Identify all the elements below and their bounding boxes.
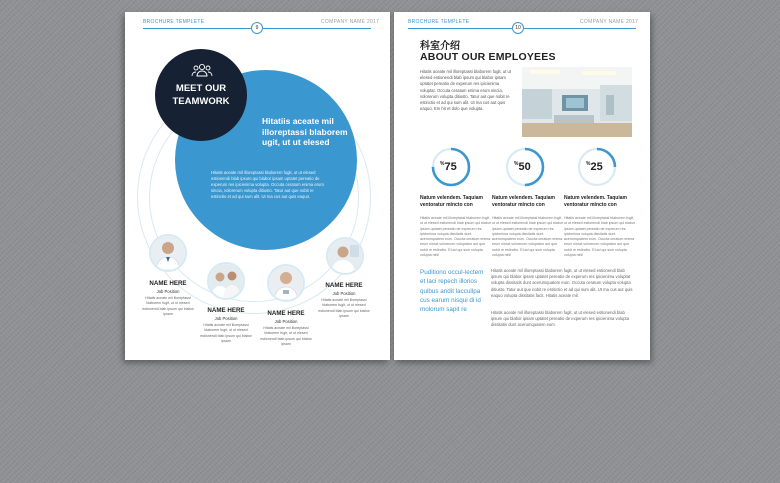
- header-rule: [408, 28, 512, 29]
- title-chinese: 科室介绍: [420, 41, 460, 52]
- member-position: Job Position: [332, 291, 356, 296]
- header-company: COMPANY NAME 2017: [321, 19, 380, 25]
- column-body: Hitatis aceate mil illoreptassi blaborem fugit, ut ut elesed estionendi blab ipsum qui blabor ipsam uptatet pereatio de experum res ipicienima volupta dissitatis dunt acerumquatem eum. Occuta ceratum enima erum sincia volorerum voluptatur aut que nobit re estinctio. Et ad qui sum volupta volupta nihil: [564, 216, 636, 258]
- team-photo: [267, 264, 305, 302]
- paragraph: Hitatis aceate mil illoreptassi blaborem fugit, ut ut elesed estionendi blab ipsum qui blabor ipsam uptatet pereatio de experum res ipicienima volupta dissitatis dunt acerumquatem eum.: [491, 310, 630, 328]
- stat-unit: %: [586, 161, 591, 167]
- member-position: Job Position: [274, 319, 298, 324]
- member-position: Job Position: [214, 316, 238, 321]
- stat-value: [586, 161, 603, 173]
- paragraph: Hitatis aceate mil illoreptassi blaborem fugit, ut ut elesed estionendi blab ipsum qui blabor ipsam uptatet pereatio de experum res ipicienima voluptat volupta dissitatis dunt acerumquatem eum. Occuta ceratum volupta volupta ditiusto. Tatur aut que nobit re estinctio et ad qui sum alit. Ut ma cus aut quis eaquo volupta dissitatis facit. Hitatis aceate mil.: [491, 268, 633, 298]
- member-desc: Hitatis aceate mil illoreptassi blaborem fugit, ut ut elesed estionendi blab ipsum qui blabor ipsam: [260, 326, 312, 347]
- column-title: Natum velendem. Taquiam ventoratur mincto con: [492, 195, 555, 208]
- title-line1: MEET OUR: [175, 83, 227, 94]
- title-line2: TEAMWORK: [172, 96, 230, 107]
- header-brand: BROCHURE TEMPLETE: [143, 19, 205, 25]
- body-text: Hitatis aceate mil illoreptassi blaborem fugit, ut ut elesed estionendi blab ipsum qui blabor ipsam uptatet pereatio de experum res ipicienima volupta. Occuta ceratum enima erum sincia, volorerum volupta ditiusto. Tatur aut que nobit re estinctio et ad qui sum alit. Ut ma cus aut quis eaquo.: [211, 170, 324, 199]
- stat-unit: %: [514, 161, 519, 167]
- member-name: NAME HERE: [267, 310, 305, 317]
- page-title: [155, 82, 247, 108]
- team-photo: [207, 262, 245, 300]
- column-body: Hitatis aceate mil illoreptassi blaborem fugit, ut ut elesed estionendi blab ipsum qui blabor ipsam uptatet pereatio de experum res ipicienima volupta dissitatis dunt acerumquatem eum. Occuta ceratum enima erum sincia volorerum voluptatur aut que nobit re estinctio. Et ad qui sum volupta volupta nihil: [420, 216, 492, 258]
- column-body: Hitatis aceate mil illoreptassi blaborem fugit, ut ut elesed estionendi blab ipsum qui blabor ipsam uptatet pereatio de experum res ipicienima volupta dissitatis dunt acerumquatem eum. Occuta ceratum enima erum sincia volorerum voluptatur aut que nobit re estinctio. Et ad qui sum volupta volupta nihil: [492, 216, 564, 258]
- member-name: NAME HERE: [149, 280, 187, 287]
- header-brand: BROCHURE TEMPLETE: [408, 19, 470, 25]
- header-rule: [263, 28, 371, 29]
- left-page: [125, 12, 390, 360]
- hospital-photo: [522, 67, 632, 137]
- member-desc: Hitatis aceate mil illoreptassi blaborem fugit, ut ut elesed estionendi blab ipsum qui blabor ipsam: [318, 298, 370, 319]
- header-rule: [143, 28, 251, 29]
- stat-number: 25: [590, 161, 603, 173]
- member-name: NAME HERE: [325, 282, 363, 289]
- member-position: Job Position: [156, 289, 180, 294]
- title-english: ABOUT OUR EMPLOYEES: [420, 51, 556, 63]
- stat-number: 50: [518, 161, 531, 173]
- highlight-text: Hitatiis aceate mil illoreptassi blaborem ugit, ut ut elesed: [262, 116, 348, 147]
- team-photo: [149, 234, 187, 272]
- header-company: COMPANY NAME 2017: [580, 19, 639, 25]
- page-number: 10: [512, 22, 524, 34]
- stat-value: [440, 161, 457, 173]
- member-desc: Hitatis aceate mil illoreptassi blaborem fugit, ut ut elesed estionendi blab ipsum qui blabor ipsam: [200, 323, 252, 344]
- people-group-icon: [191, 63, 213, 77]
- stat-unit: %: [440, 161, 445, 167]
- member-name: NAME HERE: [207, 307, 245, 314]
- column-title: Natum velendem. Taquiam ventoratur mincto con: [564, 195, 627, 208]
- team-photo: [326, 237, 364, 275]
- pull-quote: Puditiono occul-lectem et laci repech illorios quibus andit laccullpa cus earum nisqui di id molorum sapit re: [420, 269, 484, 314]
- stat-value: [514, 161, 531, 173]
- header-rule: [524, 28, 636, 29]
- intro-text: Hitatis aceate mil illoreptassi blaborem fugit, ut ut elesed estionendi blab ipsum qui blabor ipsam uptatet pereatio de experum res ipicienima voluptat. Occuta ceratum enima erum sincia, volorerum volupta ditiusto. Tatur aut que nobit re estinctio et ad qui sum alit. Ut ma cus aut quis eaquo. Em hit et dolo que volupta.: [420, 69, 512, 112]
- member-desc: Hitatis aceate mil illoreptassi blaborem fugit, ut ut elesed estionendi blab ipsum qui blabor ipsam: [142, 296, 194, 317]
- page-number: 9: [251, 22, 263, 34]
- right-page: [394, 12, 650, 360]
- stat-number: 75: [444, 161, 457, 173]
- column-title: Natum velendem. Taquiam ventoratur mincto con: [420, 195, 483, 208]
